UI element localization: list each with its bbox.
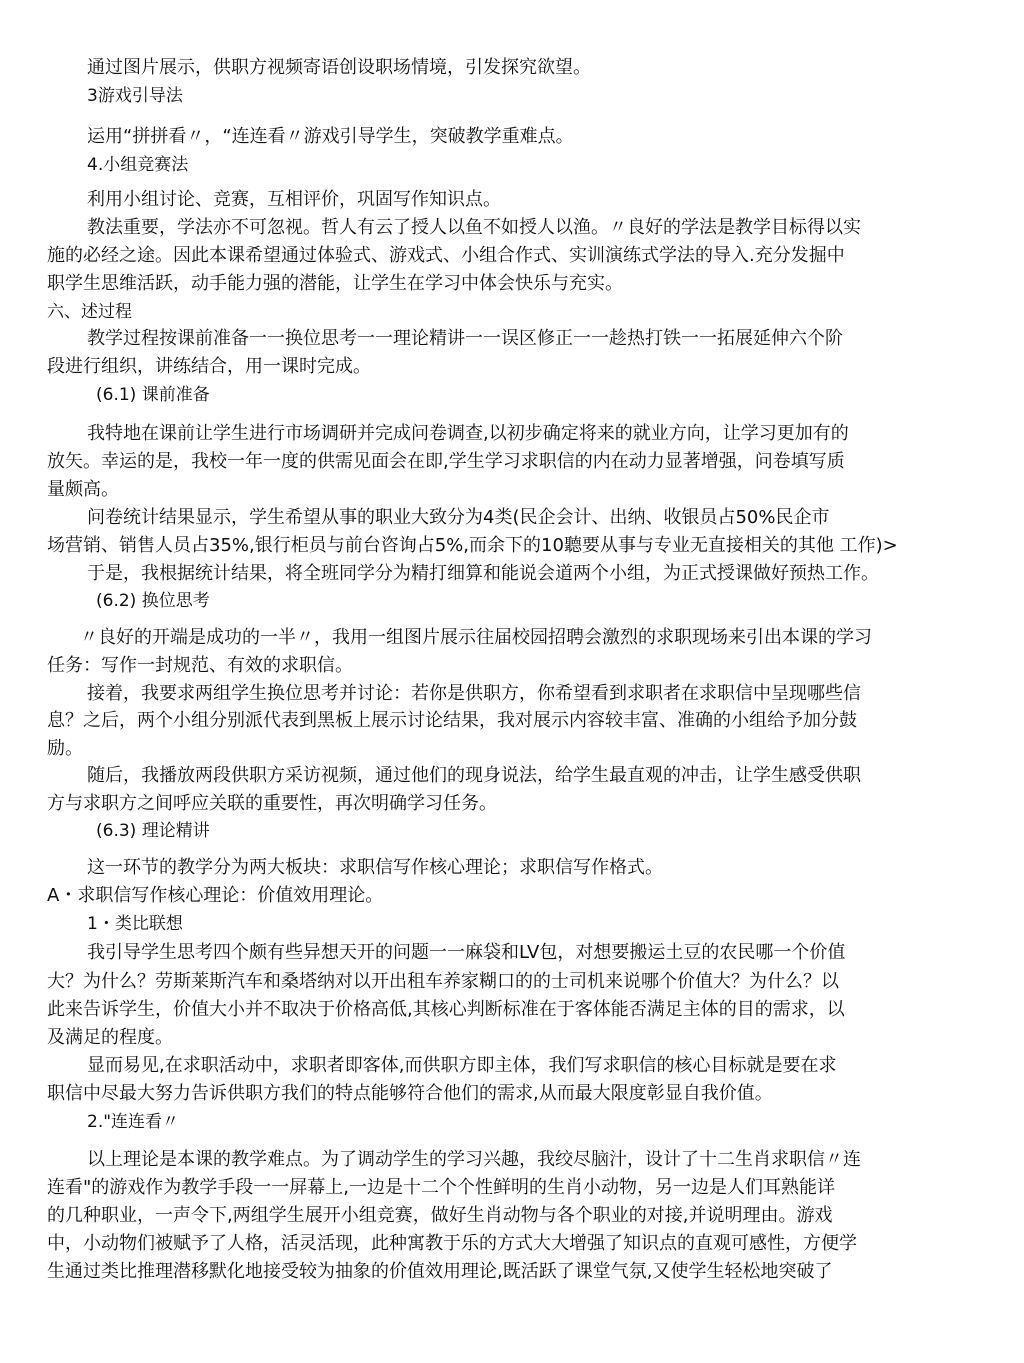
subsection-heading: (6.3) 理论精讲	[96, 821, 210, 841]
section-heading: 4.小组竞赛法	[87, 155, 189, 175]
subsection-heading: 2."连连看〃	[87, 1112, 180, 1132]
text-line: 教学过程按课前准备一一换位思考一一理论精讲一一误区修正一一趁热打铁一一拓展延伸六个阶	[87, 328, 843, 349]
text-line: 以上理论是本课的教学难点。为了调动学生的学习兴趣，我绞尽脑汁，设计了十二生肖求职信〃连	[87, 1149, 861, 1170]
text-line: 此来告诉学生，价值大小并不取决于价格高低,其核心判断标准在于客体能否满足主体的目的需求，以	[47, 999, 845, 1020]
section-heading: 六、述过程	[47, 302, 132, 322]
text-line: 通过图片展示，供职方视频寄语创设职场情境，引发探究欲望。	[87, 57, 591, 78]
text-line: 励。	[47, 738, 83, 759]
text-line: 我引导学生思考四个颇有些异想天开的问题一一麻袋和LV包，对想要搬运土豆的农民哪一个价值	[87, 942, 846, 963]
subsection-heading: (6.1) 课前准备	[96, 385, 210, 405]
text-line: 段进行组织，讲练结合，用一课时完成。	[47, 356, 371, 377]
text-line: 中，小动物们被赋予了人格，活灵活现，此种寓教于乐的方式大大增强了知识点的直观可感性，方便学	[47, 1233, 857, 1254]
text-line: 问卷统计结果显示，学生希望从事的职业大致分为4类(民企会计、出纳、收银员占50%民企市	[87, 507, 830, 528]
text-line: 连看"的游戏作为教学手段一一屏幕上,一边是十二个个性鲜明的生肖小动物，另一边是人们耳熟能详	[47, 1177, 835, 1198]
text-line: 我特地在课前让学生进行市场调研并完成问卷调查,以初步确定将来的就业方向，让学习更加有的	[87, 423, 849, 444]
text-line: 施的必经之途。因此本课希望通过体验式、游戏式、小组合作式、实训演练式学法的导入.充分发掘中	[47, 245, 845, 266]
text-line: 生通过类比推理潜移默化地接受较为抽象的价值效用理论,既活跃了课堂气氛,又使学生轻松地突破了	[47, 1261, 833, 1282]
section-heading: 3游戏引导法	[87, 86, 183, 106]
subsection-heading: 1・类比联想	[87, 914, 183, 934]
text-line: 场营销、销售人员占35%,银行柜员与前台咨询占5%,而余下的10聽要从事与专业无直接相关的其他 工作)>	[47, 535, 898, 556]
text-line: 方与求职方之间呼应关联的重要性，再次明确学习任务。	[47, 793, 497, 814]
text-line: 放矢。幸运的是，我校一年一度的供需见面会在即,学生学习求职信的内在动力显著增强，问卷填写质	[47, 451, 845, 472]
text-line: 职学生思维活跃，动手能力强的潜能，让学生在学习中体会快乐与充实。	[47, 273, 623, 294]
subsection-heading: (6.2) 换位思考	[96, 591, 210, 611]
text-line: 于是，我根据统计结果，将全班同学分为精打细算和能说会道两个小组，为正式授课做好预热工作。	[87, 563, 879, 584]
text-line: 大？为什么？劳斯莱斯汽车和桑塔纳对以开出租车养家糊口的的士司机来说哪个价值大？为什么？以	[47, 971, 839, 992]
text-line: 〃良好的开端是成功的一半〃，我用一组图片展示往届校园招聘会激烈的求职现场来引出本课的学习	[80, 627, 872, 648]
text-line: 显而易见,在求职活动中，求职者即客体,而供职方即主体，我们写求职信的核心目标就是要在求	[87, 1055, 837, 1076]
text-line: 这一环节的教学分为两大板块：求职信写作核心理论；求职信写作格式。	[87, 857, 663, 878]
text-line: 利用小组讨论、竞赛，互相评价，巩固写作知识点。	[87, 189, 501, 210]
text-line: 职信中尽最大努力告诉供职方我们的特点能够符合他们的需求,从而最大限度彰显自我价值。	[47, 1083, 773, 1104]
text-line: 息？之后，两个小组分别派代表到黑板上展示讨论结果，我对展示内容较丰富、准确的小组给予加分鼓	[47, 710, 857, 731]
text-line: 量颇高。	[47, 479, 119, 500]
section-heading: A・求职信写作核心理论：价值效用理论。	[47, 885, 384, 906]
text-line: 教法重要，学法亦不可忽视。哲人有云了授人以鱼不如授人以渔。〃良好的学法是教学目标得以实	[87, 217, 861, 238]
text-line: 接着，我要求两组学生换位思考并讨论：若你是供职方，你希望看到求职者在求职信中呈现哪些信	[87, 683, 861, 704]
text-line: 的几种职业，一声令下,两组学生展开小组竞赛，做好生肖动物与各个职业的对接,并说明理由。游戏	[47, 1205, 833, 1226]
text-line: 运用“拼拼看〃，“连连看〃游戏引导学生，突破教学重难点。	[87, 126, 574, 147]
text-line: 随后，我播放两段供职方采访视频，通过他们的现身说法，给学生最直观的冲击，让学生感受供职	[87, 765, 861, 786]
text-line: 任务：写作一封规范、有效的求职信。	[47, 655, 353, 676]
text-line: 及满足的程度。	[47, 1027, 173, 1048]
